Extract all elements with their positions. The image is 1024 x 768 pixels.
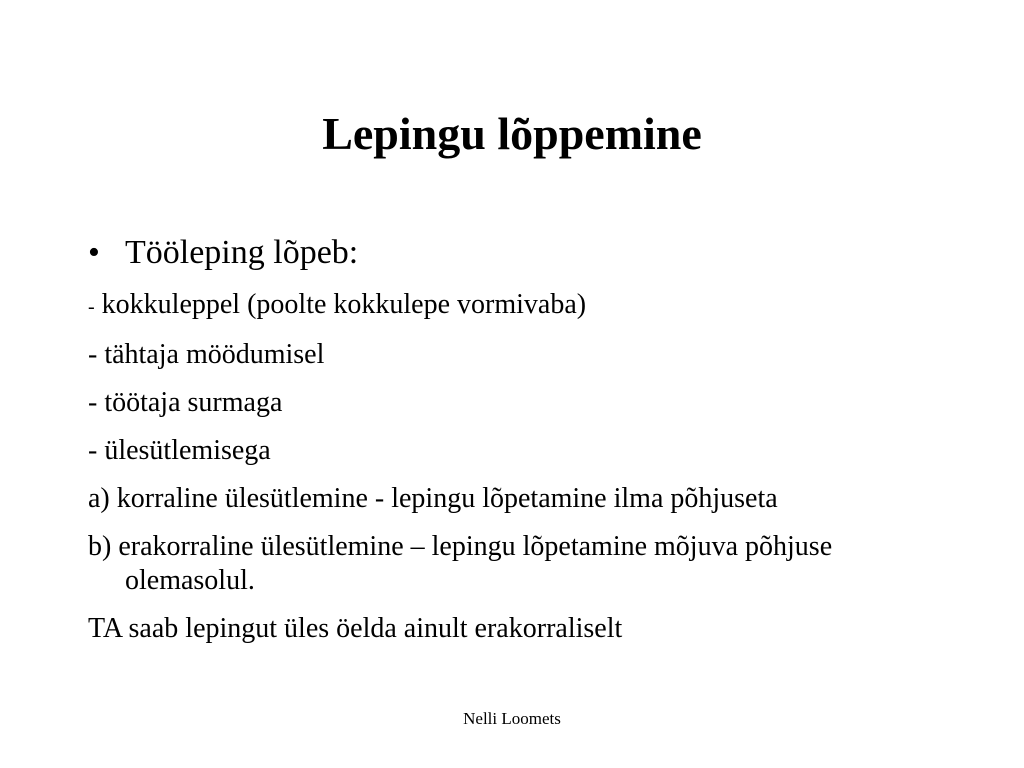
slide-title: Lepingu lõppemine: [322, 108, 702, 159]
dash-small: -: [88, 296, 95, 318]
item-kokkuleppel: [88, 288, 988, 324]
item-erakorraline: b) erakorraline ülesütlemine – lepingu lõpetamine mõjuva põhjuse olemasolul.: [88, 531, 833, 596]
bullet-item: [88, 232, 988, 274]
bullet-icon: •: [88, 234, 100, 271]
item-kokkuleppel-text: kokkuleppel (poolte kokkulepe vormivaba): [101, 289, 587, 320]
item-ulesutlemisega: - ülesütlemisega: [88, 435, 271, 466]
item-korraline: a) korraline ülesütlemine - lepingu lõpetamine ilma põhjuseta: [88, 483, 778, 514]
item-ta: TA saab lepingut üles öelda ainult erakorraliselt: [88, 613, 623, 644]
bullet-text: Tööleping lõpeb:: [125, 234, 359, 271]
slide-body: [88, 232, 988, 646]
footer-author: Nelli Loomets: [463, 709, 561, 728]
item-surmaga: - töötaja surmaga: [88, 387, 283, 418]
item-tahtaja: - tähtaja möödumisel: [88, 339, 325, 370]
